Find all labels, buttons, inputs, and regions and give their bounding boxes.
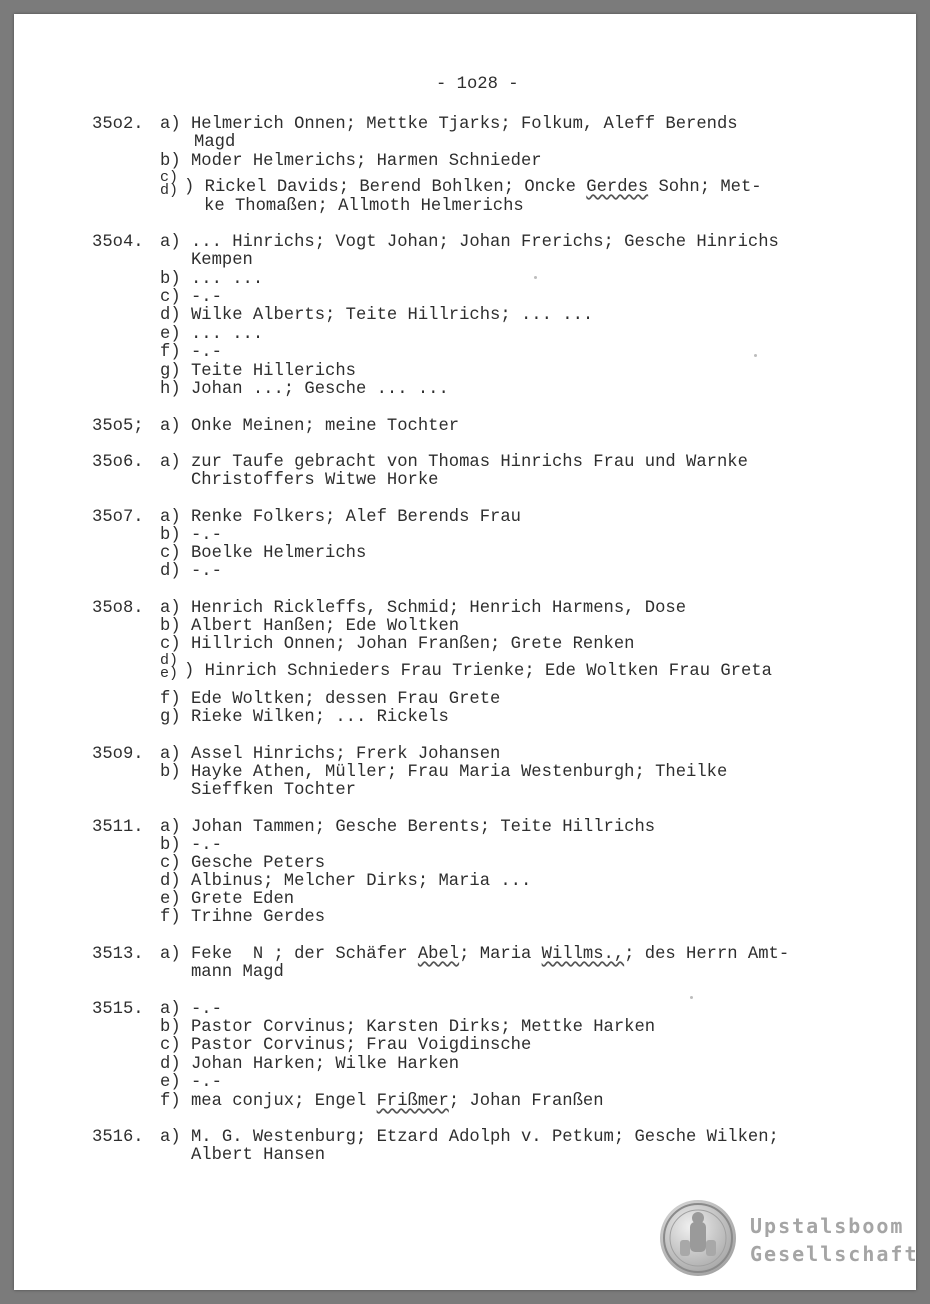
entry-number: 35o4.: [92, 233, 144, 252]
entry-line: c) Gesche Peters: [160, 854, 326, 873]
entry-number: 35o6.: [92, 453, 144, 472]
entry-line: c) Hillrich Onnen; Johan Franßen; Grete Renken: [160, 635, 635, 654]
entry-line: a) M. G. Westenburg; Etzard Adolph v. Petkum; Gesche Wilken;: [160, 1128, 779, 1147]
entry-line: f) mea conjux; Engel Frißmer; Johan Franßen: [160, 1092, 604, 1111]
entry-number: 35o8.: [92, 599, 144, 618]
entry-line: a) Helmerich Onnen; Mettke Tjarks; Folkum, Aleff Berends: [160, 115, 738, 134]
entry-line: d) Albinus; Melcher Dirks; Maria ...: [160, 872, 532, 891]
entry-sub-label: d): [160, 652, 179, 669]
entry-line: a) Feke N ; der Schäfer Abel; Maria Willms.,; des Herrn Amt-: [160, 945, 790, 964]
entry-line: d) -.-: [160, 562, 222, 581]
entry-line: a) zur Taufe gebracht von Thomas Hinrichs Frau und Warnke: [160, 453, 748, 472]
entry-sub-label: c): [160, 169, 179, 186]
entry-line: Sieffken Tochter: [160, 781, 356, 800]
entry-line: b) Pastor Corvinus; Karsten Dirks; Mettke Harken: [160, 1018, 656, 1037]
entry-number: 3515.: [92, 1000, 144, 1019]
entry-line: Christoffers Witwe Horke: [160, 471, 439, 490]
entry-line: a) -.-: [160, 1000, 222, 1019]
entry-line: a) Henrich Rickleffs, Schmid; Henrich Harmens, Dose: [160, 599, 687, 618]
entry-line: g) Teite Hillerichs: [160, 362, 356, 381]
entry-line: b) Moder Helmerichs; Harmen Schnieder: [160, 152, 542, 171]
entry-line: a) Assel Hinrichs; Frerk Johansen: [160, 745, 501, 764]
entry-number: 35o5;: [92, 417, 144, 436]
entry-line: f) Ede Woltken; dessen Frau Grete: [160, 690, 501, 709]
watermark-logo: [660, 1200, 919, 1280]
entry-sub-label: d): [160, 182, 179, 199]
entry-line: Kempen: [160, 251, 253, 270]
entry-line: b) -.-: [160, 836, 222, 855]
logo-text: Gesellschaft: [750, 1242, 919, 1266]
entry-line: a) Renke Folkers; Alef Berends Frau: [160, 508, 521, 527]
entry-line: h) Johan ...; Gesche ... ...: [160, 380, 449, 399]
logo-text: Upstalsboom: [750, 1214, 905, 1238]
scan-speck: [534, 276, 537, 279]
entry-line: e) Grete Eden: [160, 890, 295, 909]
entry-line: e) -.-: [160, 1073, 222, 1092]
entry-line: g) Rieke Wilken; ... Rickels: [160, 708, 449, 727]
entry-line: a) ... Hinrichs; Vogt Johan; Johan Frerichs; Gesche Hinrichs: [160, 233, 779, 252]
entry-line: b) -.-: [160, 526, 222, 545]
entry-line: f) -.-: [160, 343, 222, 362]
entry-line: ) Hinrich Schnieders Frau Trienke; Ede Woltken Frau Greta: [184, 662, 772, 681]
entry-number: 35o7.: [92, 508, 144, 527]
document-page: [14, 14, 919, 1290]
entry-line: d) Johan Harken; Wilke Harken: [160, 1055, 460, 1074]
entry-line: e) ... ...: [160, 325, 264, 344]
scan-speck: [690, 996, 693, 999]
page-number: - 1o28 -: [436, 75, 519, 94]
entry-number: 35o9.: [92, 745, 144, 764]
entry-number: 35o2.: [92, 115, 144, 134]
entry-number: 3513.: [92, 945, 144, 964]
entry-number: 3516.: [92, 1128, 144, 1147]
entry-sub-label: e): [160, 665, 179, 682]
entry-line: b) Hayke Athen, Müller; Frau Maria Westenburgh; Theilke: [160, 763, 728, 782]
entry-line: mann Magd: [160, 963, 284, 982]
entry-line: b) Albert Hanßen; Ede Woltken: [160, 617, 460, 636]
entry-line: Albert Hansen: [160, 1146, 326, 1165]
entry-line: a) Onke Meinen; meine Tochter: [160, 417, 460, 436]
entry-line: c) Pastor Corvinus; Frau Voigdinsche: [160, 1036, 532, 1055]
entry-line: ke Thomaßen; Allmoth Helmerichs: [204, 197, 524, 216]
entry-line: b) ... ...: [160, 270, 264, 289]
entry-line: c) -.-: [160, 288, 222, 307]
seal-icon: [660, 1200, 736, 1276]
entry-line: ) Rickel Davids; Berend Bohlken; Oncke Gerdes Sohn; Met-: [184, 178, 762, 197]
entry-number: 3511.: [92, 818, 144, 837]
entry-line: d) Wilke Alberts; Teite Hillrichs; ... ...: [160, 306, 594, 325]
entry-line: f) Trihne Gerdes: [160, 908, 326, 927]
entry-line: a) Johan Tammen; Gesche Berents; Teite Hillrichs: [160, 818, 656, 837]
entry-line: Magd: [194, 133, 236, 152]
entry-line: c) Boelke Helmerichs: [160, 544, 367, 563]
scan-speck: [754, 354, 757, 357]
